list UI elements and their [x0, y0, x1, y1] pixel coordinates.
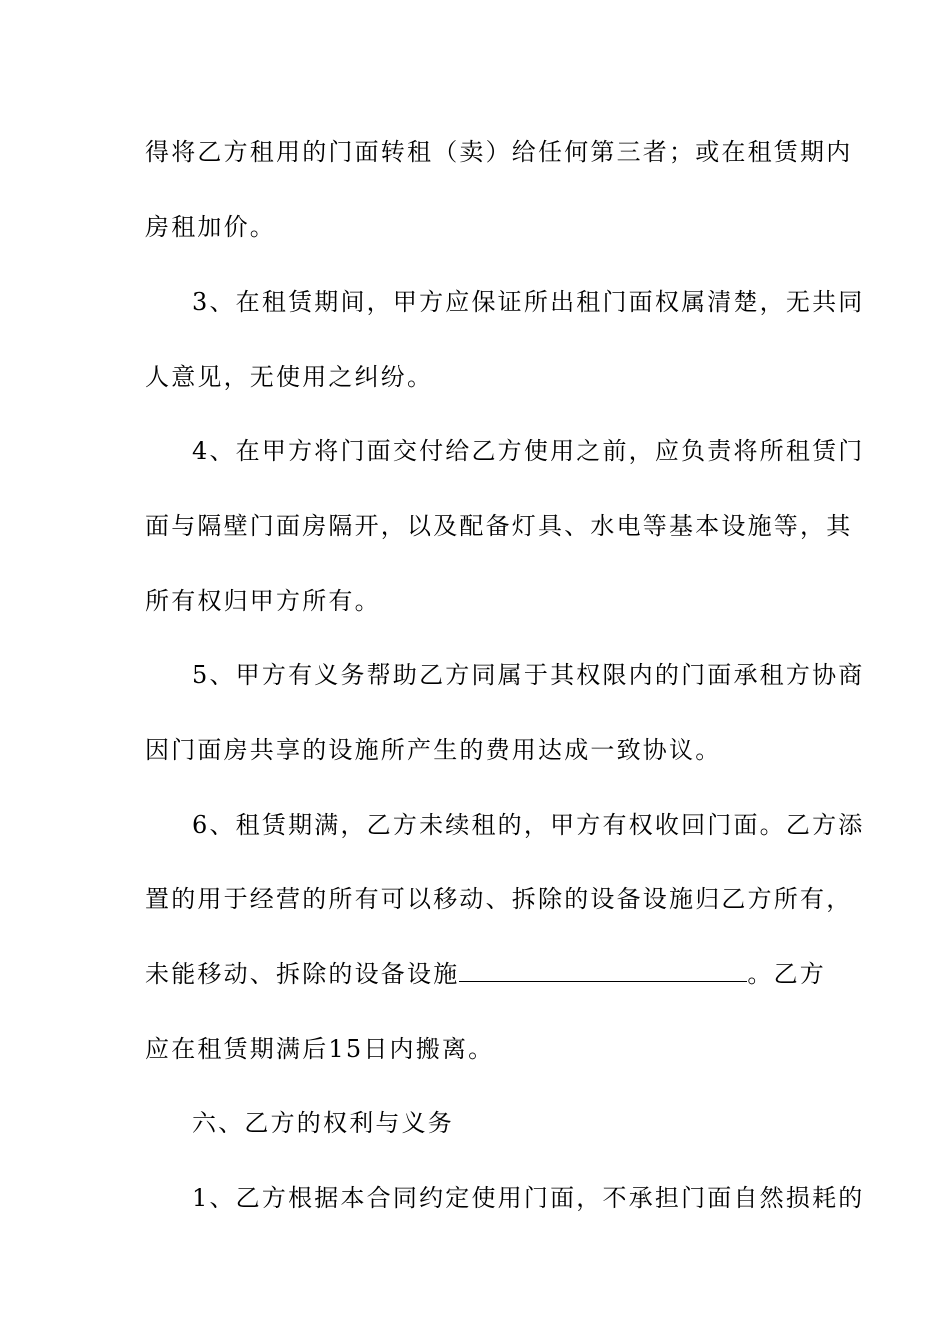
section-six-clause-1-line-1: 1、乙方根据本合同约定使用门面，不承担门面自然损耗的 — [192, 1184, 865, 1212]
fill-in-blank[interactable] — [459, 959, 747, 982]
text-line-2: 房租加价。 — [145, 213, 276, 241]
clause-6-line-3 — [145, 959, 827, 989]
clause-5-line-2: 因门面房共享的设施所产生的费用达成一致协议。 — [145, 736, 722, 764]
clause-3-line-1: 3、在租赁期间，甲方应保证所出租门面权属清楚，无共同 — [192, 288, 865, 316]
clause-6-text-after-blank: 。乙方 — [747, 960, 827, 988]
clause-6-text-before-blank: 未能移动、拆除的设备设施 — [145, 960, 460, 988]
clause-6-line-2: 置的用于经营的所有可以移动、拆除的设备设施归乙方所有， — [145, 885, 853, 913]
clause-4-line-2: 面与隔壁门面房隔开，以及配备灯具、水电等基本设施等，其 — [145, 512, 853, 540]
clause-6-line-4: 应在租赁期满后15日内搬离。 — [145, 1035, 495, 1063]
clause-3-line-2: 人意见，无使用之纠纷。 — [145, 363, 434, 391]
section-heading-six: 六、乙方的权利与义务 — [192, 1109, 454, 1137]
clause-4-line-1: 4、在甲方将门面交付给乙方使用之前，应负责将所租赁门 — [192, 437, 865, 465]
clause-6-line-1: 6、租赁期满，乙方未续租的，甲方有权收回门面。乙方添 — [192, 811, 865, 839]
clause-4-line-3: 所有权归甲方所有。 — [145, 587, 381, 615]
text-line-1: 得将乙方租用的门面转租（卖）给任何第三者；或在租赁期内 — [145, 138, 853, 166]
clause-5-line-1: 5、甲方有义务帮助乙方同属于其权限内的门面承租方协商 — [192, 661, 865, 689]
